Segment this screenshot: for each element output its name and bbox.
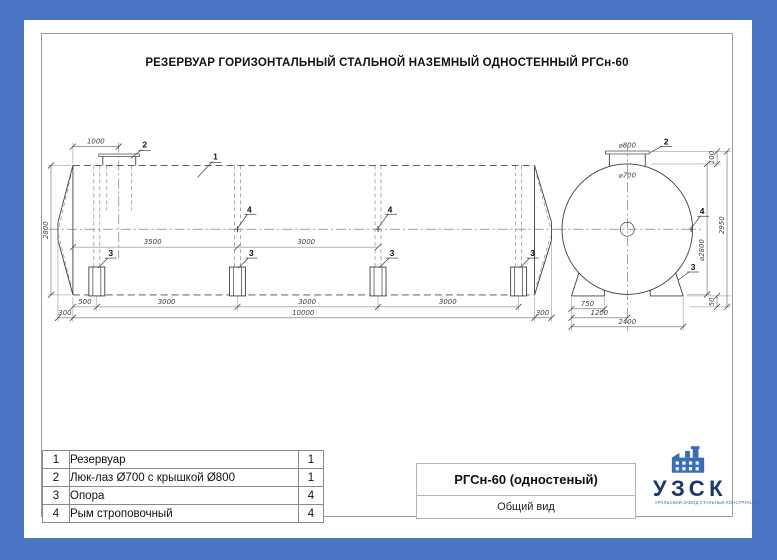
part-number: 1 (43, 451, 70, 469)
part-qty: 4 (299, 505, 324, 523)
callout-support-1 (98, 248, 117, 268)
hidden-lines (94, 165, 522, 267)
part-name: Опора (70, 487, 299, 505)
model-name: РГСн-60 (одностеный) (417, 464, 635, 496)
support-2 (229, 267, 245, 296)
dim-base-width: 750 (580, 299, 595, 308)
table-row (43, 451, 324, 469)
page-title: РЕЗЕРВУАР ГОРИЗОНТАЛЬНЫЙ СТАЛЬНОЙ НАЗЕМНЫЙ ОДНОСТЕННЫЙ РГСн-60 (145, 57, 629, 69)
tank-head-left (58, 165, 73, 294)
svg-text:4: 4 (247, 204, 252, 215)
part-name: Люк-лаз Ø700 с крышкой Ø800 (70, 469, 299, 487)
part-number: 4 (43, 505, 70, 523)
svg-text:3: 3 (249, 248, 254, 259)
support-4 (511, 267, 527, 296)
part-qty: 4 (299, 487, 324, 505)
dim-cover-diameter: ⌀800 (618, 141, 637, 150)
dim-lug-span2: 3000 (297, 238, 316, 247)
part-name: Рым строповочный (70, 505, 299, 523)
table-row (43, 505, 324, 523)
tank-end-view (556, 137, 731, 331)
dim-support-height: 50 (708, 297, 717, 307)
dim-manhole-diameter: ⌀700 (618, 171, 637, 180)
logo-abbr: УЗСК (652, 476, 728, 501)
svg-text:2: 2 (142, 139, 148, 150)
part-qty: 1 (299, 469, 324, 487)
part-qty: 1 (299, 451, 324, 469)
table-row (43, 487, 324, 505)
logo-tagline: УРАЛЬСКИЙ ЗАВОД СТАЛЬНЫХ КОНСТРУКЦИЙ (654, 501, 760, 506)
svg-text:4: 4 (699, 206, 705, 217)
dim-head-left: 300 (58, 308, 72, 317)
dim-support-span2: 3000 (298, 297, 317, 306)
support-1 (89, 267, 105, 296)
svg-text:3: 3 (389, 248, 395, 259)
dim-hatch-offset: 1000 (86, 137, 105, 146)
factory-icon (669, 446, 707, 473)
svg-text:2: 2 (663, 136, 669, 147)
dim-head-right: 300 (535, 308, 550, 317)
callout-lug-end (692, 206, 709, 227)
svg-text:1: 1 (213, 151, 218, 162)
drawing-sheet (24, 20, 760, 538)
dim-shell-diameter: ⌀2800 (698, 239, 707, 262)
part-number: 3 (43, 487, 70, 505)
svg-text:4: 4 (387, 204, 393, 215)
callout-tank (198, 151, 222, 177)
callout-support-3 (379, 248, 398, 268)
tank-shell (73, 165, 535, 294)
callout-support-2 (238, 248, 257, 268)
part-name: Резервуар (70, 451, 299, 469)
title-block (416, 463, 636, 519)
dim-lug-span1: 3500 (143, 238, 162, 247)
svg-text:3: 3 (108, 248, 114, 259)
dimension-lines-side (48, 144, 555, 321)
dim-diameter-side: 2800 (42, 221, 50, 240)
manhole-hatch-side (99, 143, 140, 259)
tank-side-view (42, 138, 559, 322)
callout-hatch-side (131, 140, 151, 159)
part-number: 2 (43, 469, 70, 487)
parts-table (42, 450, 324, 523)
dim-hatch-height: 100 (708, 150, 717, 165)
view-name: Общий вид (497, 501, 555, 513)
table-row (43, 469, 324, 487)
svg-text:3: 3 (690, 262, 696, 273)
dim-overall-height: 2950 (718, 216, 727, 235)
callout-support-4 (520, 248, 539, 268)
dim-base-center: 1200 (590, 308, 609, 317)
dim-support-span3: 3000 (438, 297, 457, 306)
drawing-frame (41, 33, 760, 520)
dim-support-offset: 500 (78, 297, 92, 306)
svg-text:3: 3 (530, 248, 535, 259)
tank-head-right (535, 165, 552, 294)
callout-hatch-end (650, 137, 672, 153)
dim-base-span: 2400 (618, 317, 637, 326)
dim-support-span1: 3000 (157, 297, 176, 306)
support-3 (370, 267, 386, 296)
technical-drawing (42, 34, 760, 516)
company-logo (642, 446, 760, 507)
dim-total-length: 10000 (292, 308, 315, 317)
